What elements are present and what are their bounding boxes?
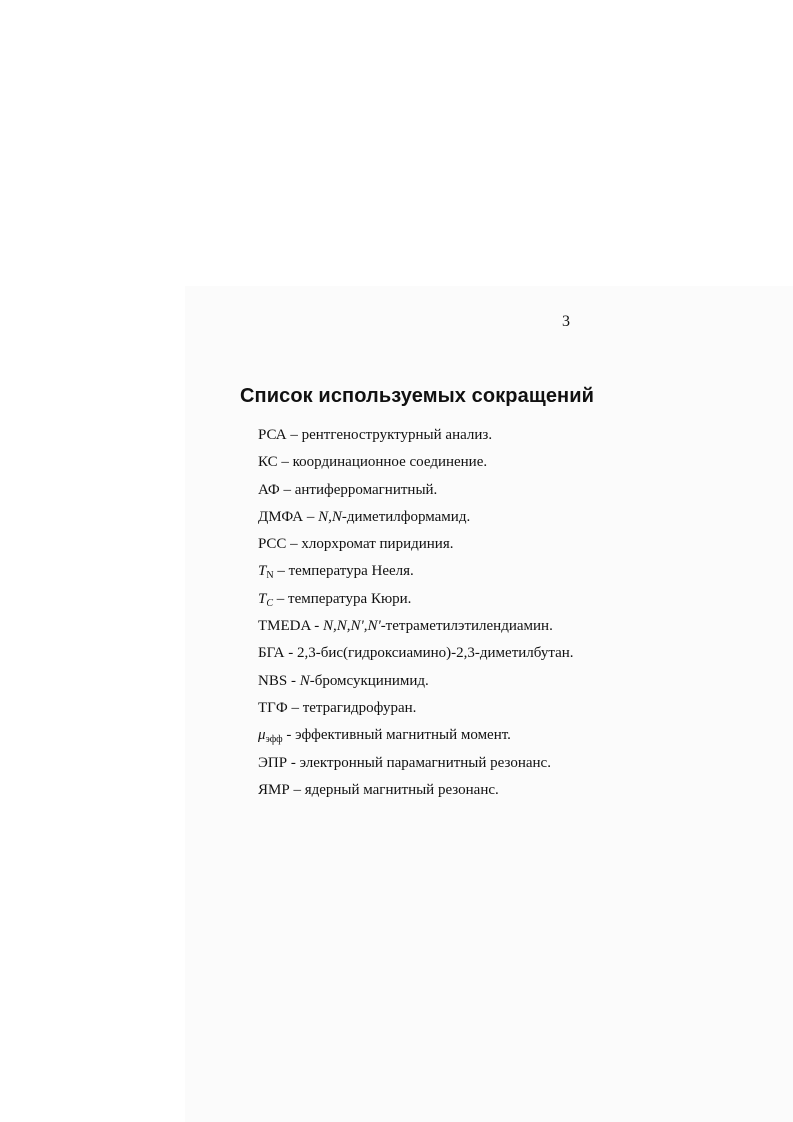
abbreviation-item: [258, 642, 574, 669]
abbreviation-separator: –: [277, 454, 293, 471]
abbreviation-separator: –: [303, 508, 319, 525]
abbreviation-term: NBS: [258, 672, 288, 689]
abbreviation-separator: –: [289, 781, 305, 798]
abbreviation-term-symbol: T: [258, 590, 267, 607]
abbreviation-separator: –: [286, 427, 302, 443]
abbreviation-definition-italic: N,N: [318, 508, 342, 525]
abbreviation-item: [258, 752, 574, 779]
abbreviation-item: [258, 506, 574, 533]
abbreviation-definition: эффективный магнитный момент.: [295, 727, 511, 744]
abbreviation-definition-italic: N: [299, 672, 310, 689]
abbreviation-term: PCC: [258, 536, 287, 553]
abbreviation-term: ТГФ: [258, 699, 288, 716]
abbreviation-definition: температура Нееля.: [288, 563, 414, 580]
abbreviation-item: [258, 533, 574, 560]
abbreviation-definition: температура Кюри.: [288, 590, 412, 607]
abbreviation-term: АФ: [258, 481, 280, 498]
abbreviation-item: [258, 424, 574, 451]
abbreviation-item: [258, 615, 574, 642]
abbreviation-definition-italic: N,N,N',N': [323, 618, 381, 635]
abbreviation-term: TMEDA: [258, 618, 311, 635]
abbreviation-definition: 2,3-бис(гидроксиамино)-2,3-диметилбутан.: [296, 645, 574, 662]
abbreviation-item: [258, 670, 574, 697]
abbreviation-term: КС: [258, 454, 278, 471]
abbreviation-term: ДМФА: [258, 508, 304, 525]
abbreviation-item: [258, 479, 574, 506]
abbreviation-item: [258, 588, 574, 615]
abbreviation-list: [258, 424, 574, 806]
abbreviation-definition: -диметилформамид.: [341, 508, 471, 525]
abbreviation-separator: -: [287, 672, 300, 689]
abbreviation-term-symbol: μ: [258, 727, 266, 744]
abbreviation-term: ЯМР: [258, 781, 290, 798]
abbreviation-definition: хлорхромат пиридиния.: [301, 536, 454, 553]
abbreviation-definition: антиферромагнитный.: [294, 481, 438, 498]
abbreviation-item: [258, 560, 574, 587]
page-title: Список используемых сокращений: [240, 385, 595, 407]
page-number: 3: [562, 313, 570, 330]
abbreviation-term: БГА: [258, 645, 285, 662]
abbreviation-separator: –: [279, 481, 295, 498]
abbreviation-term-subscript: C: [266, 597, 274, 609]
abbreviation-separator: -: [310, 618, 323, 635]
abbreviation-definition: электронный парамагнитный резонанс.: [299, 754, 551, 771]
abbreviation-definition: ядерный магнитный резонанс.: [304, 781, 499, 798]
abbreviation-term: ЭПР: [258, 754, 288, 771]
abbreviation-separator: -: [287, 754, 300, 771]
abbreviation-definition: -бромсукцинимид.: [309, 672, 429, 689]
abbreviation-separator: –: [273, 563, 289, 580]
abbreviation-definition: -тетраметилэтилендиамин.: [380, 618, 553, 635]
abbreviation-term-symbol: T: [258, 563, 267, 580]
abbreviation-item: [258, 697, 574, 724]
abbreviation-term-subscript: эфф: [265, 734, 283, 746]
abbreviation-definition: координационное соединение.: [292, 454, 488, 471]
abbreviation-separator: -: [282, 727, 296, 744]
abbreviation-term-subscript: N: [266, 570, 274, 582]
abbreviation-definition: тетрагидрофуран.: [302, 699, 417, 716]
abbreviation-item: [258, 779, 574, 806]
abbreviation-separator: –: [286, 536, 302, 553]
abbreviation-term: РСА: [258, 427, 287, 443]
abbreviation-separator: –: [287, 699, 303, 716]
abbreviation-separator: -: [284, 645, 297, 662]
abbreviation-definition: рентгеноструктурный анализ.: [301, 427, 493, 443]
abbreviation-separator: –: [273, 590, 289, 607]
abbreviation-item: [258, 724, 574, 751]
abbreviation-item: [258, 451, 574, 478]
